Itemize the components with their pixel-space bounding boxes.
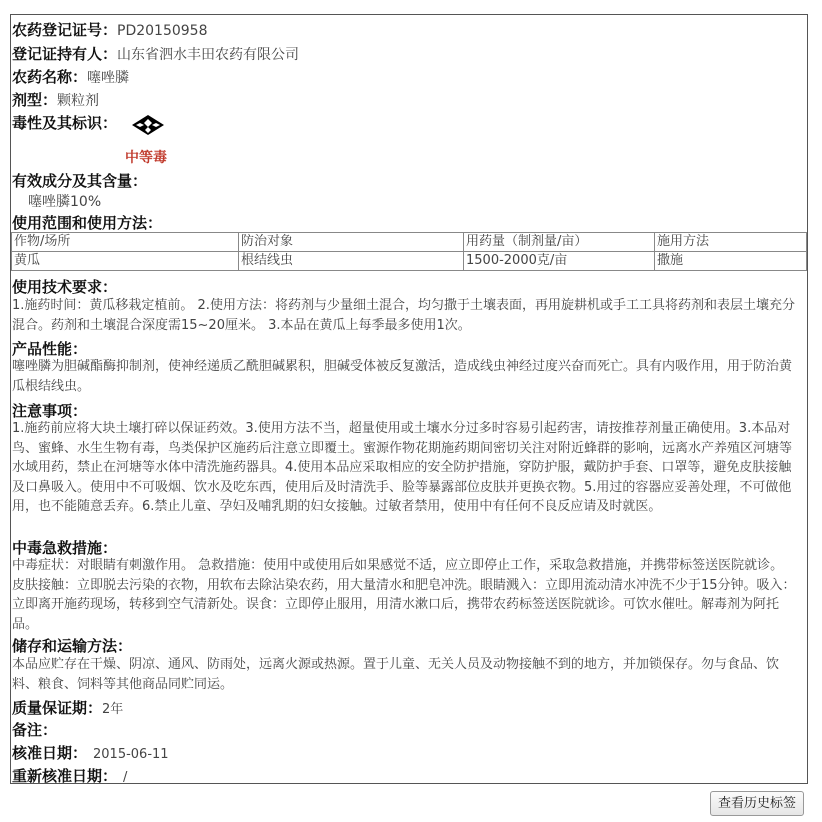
precautions-label-row bbox=[12, 400, 87, 421]
usage-header-target: 防治对象 bbox=[239, 233, 464, 252]
tech-requirements-text: 1.施药时间：黄瓜移栽定植前。 2.使用方法：将药剂与少量细土混合，均匀撒于土壤表面，再用旋耕机或手工工具将药剂和表层土壤充分混合。药剂和土壤混合深度需15~20厘米。 3.本品在黄瓜上每季最多使用1次。 bbox=[12, 298, 795, 333]
approval-date-row bbox=[12, 742, 169, 763]
toxicity-level-text: 中等毒 bbox=[125, 150, 167, 166]
first-aid-label-row bbox=[12, 537, 117, 558]
storage-text: 本品应贮存在干燥、阴凉、通风、防雨处，远离火源或热源。置于儿童、无关人员及动物接触不到的地方，并加锁保存。勿与食品、饮料、粮食、饲料等其他商品同贮同运。 bbox=[12, 657, 780, 692]
toxicity-diamond-icon bbox=[130, 114, 166, 136]
holder-row bbox=[12, 43, 299, 64]
usage-header-method: 施用方法 bbox=[655, 233, 807, 252]
table-row bbox=[12, 252, 807, 271]
ingredient-label: 有效成分及其含量： bbox=[12, 172, 148, 190]
usage-header-dosage: 用药量（制剂量/亩） bbox=[464, 233, 655, 252]
holder-label: 登记证持有人： bbox=[12, 45, 118, 63]
usage-cell-crop: 黄瓜 bbox=[12, 252, 239, 271]
formulation-row bbox=[12, 89, 99, 110]
toxicity-row bbox=[12, 112, 117, 133]
pesticide-name-label: 农药名称： bbox=[12, 68, 88, 86]
usage-label-row bbox=[12, 212, 162, 233]
first-aid-label: 中毒急救措施： bbox=[12, 539, 118, 557]
reapproval-date-row bbox=[12, 765, 127, 786]
toxicity-label: 毒性及其标识： bbox=[12, 114, 118, 132]
precautions-text: 1.施药前应将大块土壤打碎以保证药效。3.使用方法不当，超量使用或土壤水分过多时容易引起药害，请按推荐剂量正确使用。3.本品对鸟、蜜蜂、水生生物有毒，鸟类保护区施药后注意立即覆土。蜜源作物花期施药期间密切关注对附近蜂群的影响，远离水产养殖区河塘等水域用药，禁止在河塘等水体中清洗施药器具。4.使用本品应采取相应的安全防护措施，穿防护服，戴防护手套、口罩等，避免皮肤接触及口鼻吸入。使用中不可吸烟、饮水及吃东西，使用后及时清洗手、脸等暴露部位皮肤并更换衣物。5.用过的容器应妥善处理，不可做他用，也不能随意丢弃。6.禁止儿童、孕妇及哺乳期的妇女接触。过敏者禁用，使用中有任何不良反应请及时就医。 bbox=[12, 421, 793, 514]
remarks-label: 备注： bbox=[12, 721, 58, 739]
ingredient-value: 噻唑膦10% bbox=[28, 194, 102, 210]
first-aid-text: 中毒症状：对眼睛有刺激作用。 急救措施：使用中或使用后如果感觉不适，应立即停止工作，采取急救措施，并携带标签送医院就诊。 皮肤接触：立即脱去污染的衣物，用软布去除沾染农药，用大量清水和肥皂冲洗。眼睛溅入：立即用流动清水冲洗不少于15分钟。吸入：立即离开施药现场，转移到空气清新处。误食：立即停止服用，用清水漱口后，携带农药标签送医院就诊。可饮水催吐。解毒剂为阿托品。 bbox=[12, 558, 796, 632]
approval-date-value: 2015-06-11 bbox=[93, 747, 169, 762]
reapproval-date-label: 重新核准日期： bbox=[12, 767, 118, 785]
tech-requirements-label-row bbox=[12, 276, 117, 297]
holder-value: 山东省泗水丰田农药有限公司 bbox=[117, 47, 300, 63]
tech-requirements-label: 使用技术要求： bbox=[12, 278, 118, 296]
pesticide-name-value: 噻唑膦 bbox=[87, 70, 130, 86]
performance-text: 噻唑膦为胆碱酯酶抑制剂，使神经递质乙酰胆碱累积，胆碱受体被反复激活，造成线虫神经过度兴奋而死亡。具有内吸作用，用于防治黄瓜根结线虫。 bbox=[12, 359, 793, 394]
performance-label-row bbox=[12, 338, 87, 359]
registration-label: 农药登记证号： bbox=[12, 21, 118, 39]
warranty-row bbox=[12, 697, 123, 718]
pesticide-name-row bbox=[12, 66, 129, 87]
usage-cell-dosage: 1500-2000克/亩 bbox=[464, 252, 655, 271]
ingredient-value-row bbox=[28, 191, 101, 211]
view-history-labels-button[interactable]: 查看历史标签 bbox=[710, 791, 804, 816]
formulation-value: 颗粒剂 bbox=[57, 93, 100, 109]
performance-label: 产品性能： bbox=[12, 340, 88, 358]
storage-label-row bbox=[12, 635, 132, 656]
precautions-label: 注意事项： bbox=[12, 402, 88, 420]
usage-cell-method: 撒施 bbox=[655, 252, 807, 271]
approval-date-label: 核准日期： bbox=[12, 744, 88, 762]
warranty-label: 质量保证期： bbox=[12, 699, 103, 717]
registration-row bbox=[12, 19, 208, 40]
storage-label: 储存和运输方法： bbox=[12, 637, 133, 655]
warranty-value: 2年 bbox=[102, 702, 124, 717]
usage-cell-target: 根结线虫 bbox=[239, 252, 464, 271]
reapproval-date-value: / bbox=[123, 770, 128, 785]
usage-table-header bbox=[12, 233, 807, 252]
formulation-label: 剂型： bbox=[12, 91, 58, 109]
usage-label: 使用范围和使用方法： bbox=[12, 214, 163, 232]
registration-value: PD20150958 bbox=[117, 23, 208, 39]
ingredient-label-row bbox=[12, 170, 147, 191]
remarks-row bbox=[12, 719, 57, 740]
usage-header-crop: 作物/场所 bbox=[12, 233, 239, 252]
usage-table bbox=[11, 232, 807, 271]
